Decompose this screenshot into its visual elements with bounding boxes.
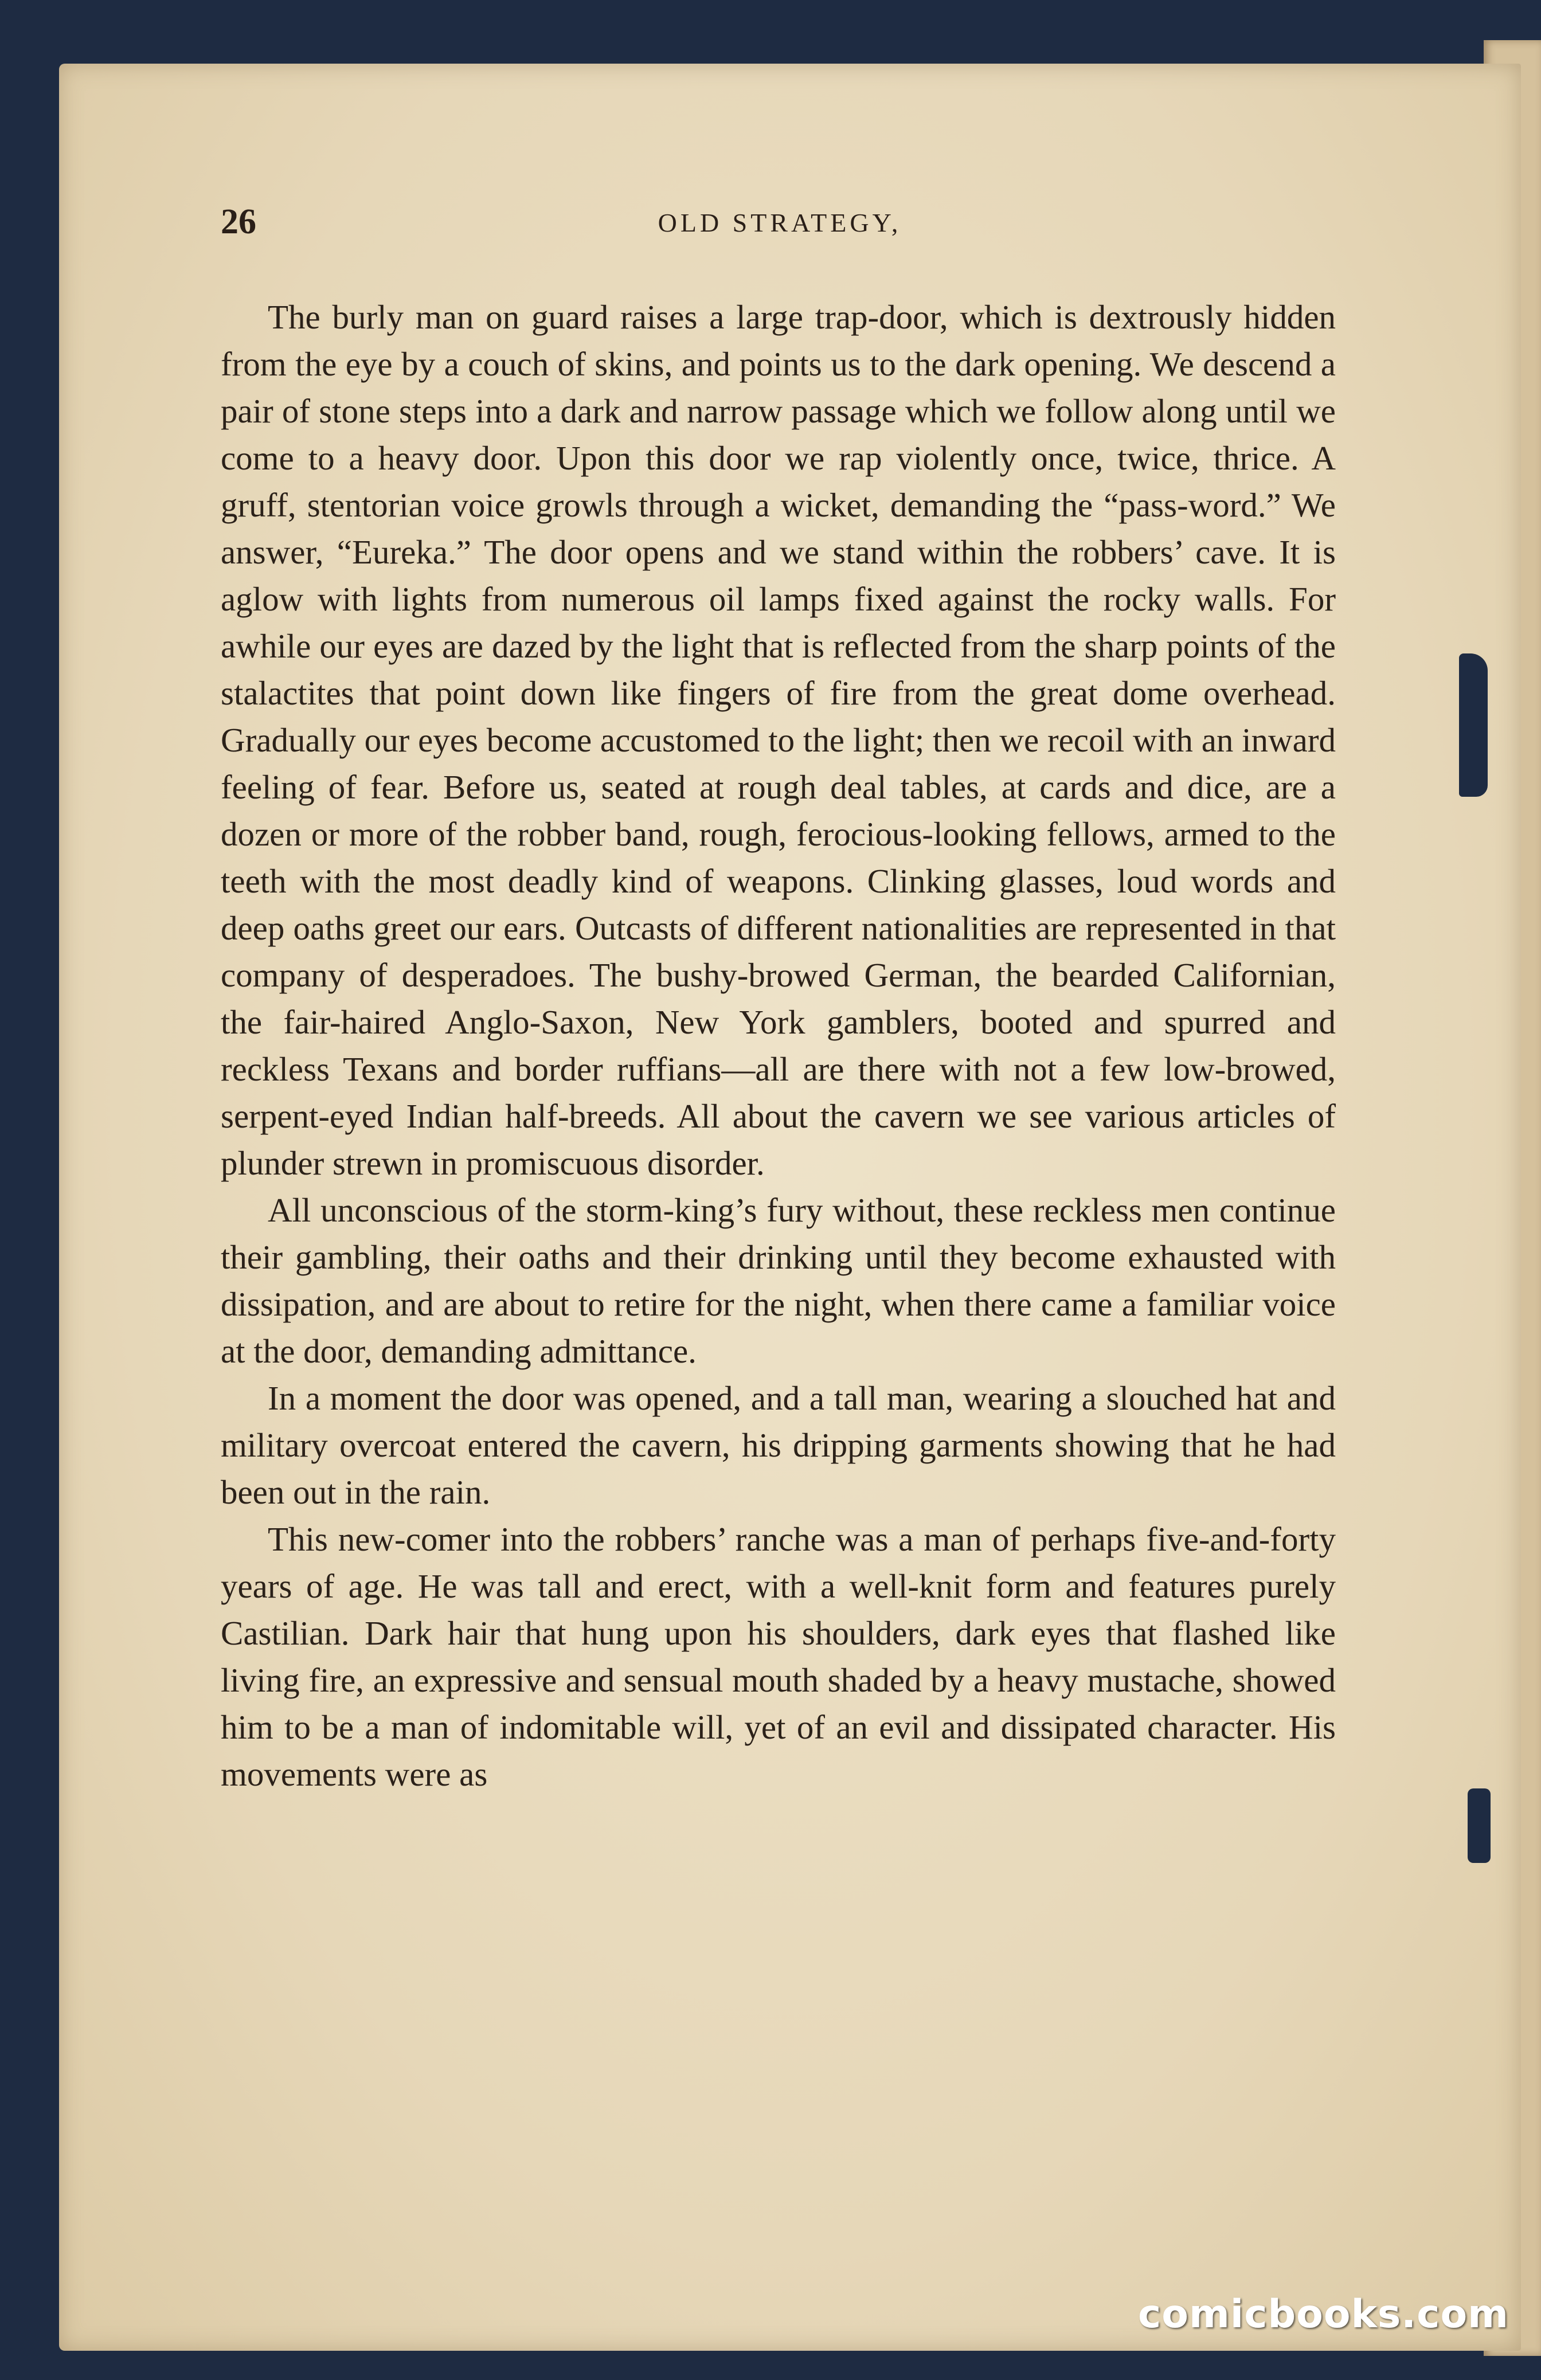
watermark: comicbooks.com (1138, 2292, 1509, 2337)
paragraph: All unconscious of the storm-king’s fury without, these reckless men continue their gambling, their oaths and their drinking until they become exhausted with dissipation, and are about to retire for the night, when there came a familiar voice at the door, demanding admittance. (221, 1191, 1336, 1370)
running-head (221, 202, 1339, 248)
paragraph: The burly man on guard raises a large trap-door, which is dextrously hidden from the eye by a couch of skins, and points us to the dark opening. We descend a pair of stone steps into a dark and narrow passage which we follow along until we come to a heavy door. Upon this door we rap violently once, twice, thrice. A gruff, stentorian voice growls through a wicket, demanding the “pass-word.” We answer, “Eureka.” The door opens and we stand within the robbers’ cave. It is aglow with lights from numerous oil lamps fixed against the rocky walls. For awhile our eyes are dazed by the light that is reflected from the sharp points of the stalactites that point down like fingers of fire from the great dome overhead. Gradually our eyes become accustomed to the light; then we recoil with an inward feeling of fear. Before us, seated at rough deal tables, at cards and dice, are a dozen or more of the robber band, rough, ferocious-looking fellows, armed to the teeth with the most deadly kind of weapons. Clinking glasses, loud words and deep oaths greet our ears. Outcasts of different nationalities are represented in that company of desperadoes. The bushy-browed German, the bearded Californian, the fair-haired Anglo-Saxon, New York gamblers, booted and spurred and reckless Texans and border ruffians—all are there with not a few low-browed, serpent-eyed Indian half-breeds. All about the cavern we see various articles of plunder strewn in promiscuous disorder. (221, 298, 1336, 1182)
page-tear (1459, 653, 1488, 797)
running-head-title: OLD STRATEGY, (658, 208, 902, 237)
page-tear (1468, 1788, 1491, 1863)
page-number: 26 (221, 202, 256, 241)
body-text (221, 293, 1336, 1798)
paragraph: In a moment the door was opened, and a tall man, wearing a slouched hat and military overcoat entered the cavern, his dripping garments showing that he had been out in the rain. (221, 1379, 1336, 1511)
paragraph: This new-comer into the robbers’ ranche was a man of perhaps five-and-forty years of age. He was tall and erect, with a well-knit form and features purely Castilian. Dark hair that hung upon his shoulders, dark eyes that flashed like living fire, an expressive and sensual mouth shaded by a heavy mustache, showed him to be a man of indomitable will, yet of an evil and dissipated character. His movements were as (221, 1520, 1336, 1793)
